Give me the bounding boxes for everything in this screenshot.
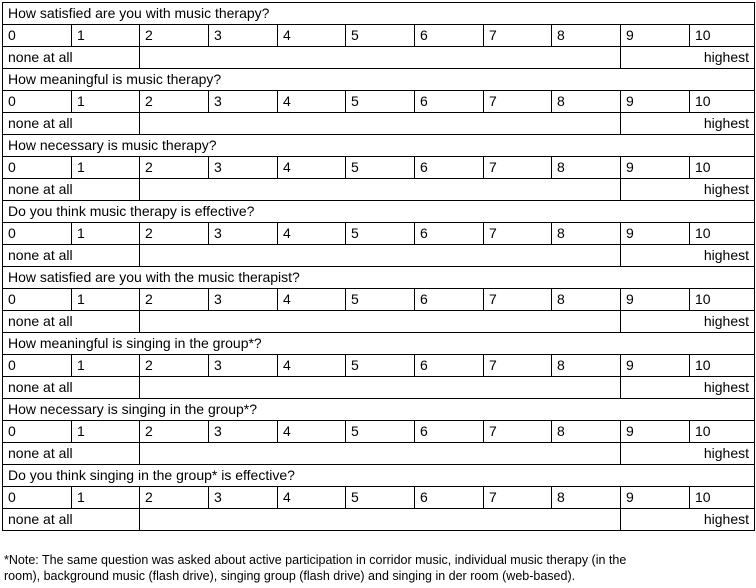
survey-table	[2, 2, 755, 531]
scale-option-8[interactable]: 8	[552, 25, 621, 47]
scale-option-9[interactable]: 9	[621, 421, 690, 443]
anchor-row	[3, 47, 755, 69]
scale-option-8[interactable]: 8	[552, 289, 621, 311]
scale-row	[3, 157, 755, 179]
scale-option-4[interactable]: 4	[278, 91, 346, 113]
low-anchor-label: none at all	[3, 245, 140, 267]
scale-option-6[interactable]: 6	[415, 223, 484, 245]
scale-option-10[interactable]: 10	[690, 91, 755, 113]
question-text: How necessary is singing in the group*?	[3, 399, 755, 421]
scale-option-4[interactable]: 4	[278, 223, 346, 245]
high-anchor-label: highest	[621, 377, 755, 399]
scale-option-7[interactable]: 7	[484, 355, 552, 377]
scale-option-0[interactable]: 0	[3, 223, 72, 245]
scale-option-2[interactable]: 2	[140, 289, 209, 311]
scale-option-2[interactable]: 2	[140, 355, 209, 377]
scale-option-1[interactable]: 1	[72, 355, 140, 377]
question-row	[3, 135, 755, 157]
scale-option-3[interactable]: 3	[209, 223, 278, 245]
anchor-spacer	[140, 377, 621, 399]
low-anchor-label: none at all	[3, 47, 140, 69]
scale-option-5[interactable]: 5	[346, 91, 415, 113]
anchor-row	[3, 179, 755, 201]
scale-option-10[interactable]: 10	[690, 289, 755, 311]
scale-option-4[interactable]: 4	[278, 421, 346, 443]
anchor-row	[3, 311, 755, 333]
scale-option-5[interactable]: 5	[346, 421, 415, 443]
question-text: Do you think music therapy is effective?	[3, 201, 755, 223]
scale-option-10[interactable]: 10	[690, 25, 755, 47]
scale-option-0[interactable]: 0	[3, 91, 72, 113]
scale-option-8[interactable]: 8	[552, 91, 621, 113]
question-text: How meaningful is singing in the group*?	[3, 333, 755, 355]
anchor-row	[3, 443, 755, 465]
scale-row	[3, 223, 755, 245]
scale-option-3[interactable]: 3	[209, 487, 278, 509]
scale-option-5[interactable]: 5	[346, 157, 415, 179]
scale-option-10[interactable]: 10	[690, 421, 755, 443]
scale-option-6[interactable]: 6	[415, 289, 484, 311]
anchor-spacer	[140, 47, 621, 69]
scale-option-9[interactable]: 9	[621, 223, 690, 245]
scale-option-8[interactable]: 8	[552, 355, 621, 377]
low-anchor-label: none at all	[3, 377, 140, 399]
scale-option-10[interactable]: 10	[690, 487, 755, 509]
scale-option-7[interactable]: 7	[484, 223, 552, 245]
low-anchor-label: none at all	[3, 509, 140, 531]
scale-option-0[interactable]: 0	[3, 355, 72, 377]
anchor-spacer	[140, 113, 621, 135]
question-row	[3, 399, 755, 421]
scale-option-1[interactable]: 1	[72, 25, 140, 47]
scale-option-4[interactable]: 4	[278, 157, 346, 179]
scale-option-2[interactable]: 2	[140, 91, 209, 113]
scale-option-0[interactable]: 0	[3, 487, 72, 509]
scale-option-3[interactable]: 3	[209, 25, 278, 47]
scale-option-9[interactable]: 9	[621, 25, 690, 47]
scale-option-10[interactable]: 10	[690, 355, 755, 377]
scale-option-2[interactable]: 2	[140, 25, 209, 47]
question-row	[3, 465, 755, 487]
scale-row	[3, 91, 755, 113]
anchor-row	[3, 113, 755, 135]
question-text: How necessary is music therapy?	[3, 135, 755, 157]
high-anchor-label: highest	[621, 311, 755, 333]
scale-option-7[interactable]: 7	[484, 25, 552, 47]
question-row	[3, 3, 755, 25]
scale-option-7[interactable]: 7	[484, 487, 552, 509]
high-anchor-label: highest	[621, 245, 755, 267]
anchor-spacer	[140, 245, 621, 267]
scale-option-6[interactable]: 6	[415, 25, 484, 47]
scale-row	[3, 355, 755, 377]
scale-option-8[interactable]: 8	[552, 223, 621, 245]
scale-option-9[interactable]: 9	[621, 91, 690, 113]
scale-option-2[interactable]: 2	[140, 487, 209, 509]
question-text: Do you think singing in the group* is effective?	[3, 465, 755, 487]
scale-option-0[interactable]: 0	[3, 25, 72, 47]
scale-option-1[interactable]: 1	[72, 421, 140, 443]
scale-option-4[interactable]: 4	[278, 289, 346, 311]
scale-option-6[interactable]: 6	[415, 487, 484, 509]
anchor-row	[3, 245, 755, 267]
scale-option-1[interactable]: 1	[72, 157, 140, 179]
scale-option-7[interactable]: 7	[484, 421, 552, 443]
low-anchor-label: none at all	[3, 311, 140, 333]
scale-option-9[interactable]: 9	[621, 157, 690, 179]
scale-option-0[interactable]: 0	[3, 421, 72, 443]
scale-option-6[interactable]: 6	[415, 91, 484, 113]
low-anchor-label: none at all	[3, 113, 140, 135]
scale-option-1[interactable]: 1	[72, 91, 140, 113]
scale-option-2[interactable]: 2	[140, 421, 209, 443]
scale-option-4[interactable]: 4	[278, 355, 346, 377]
question-text: How satisfied are you with music therapy?	[3, 3, 755, 25]
scale-option-5[interactable]: 5	[346, 289, 415, 311]
scale-option-8[interactable]: 8	[552, 157, 621, 179]
scale-option-5[interactable]: 5	[346, 487, 415, 509]
high-anchor-label: highest	[621, 113, 755, 135]
question-row	[3, 267, 755, 289]
scale-option-8[interactable]: 8	[552, 421, 621, 443]
anchor-row	[3, 509, 755, 531]
scale-option-2[interactable]: 2	[140, 157, 209, 179]
high-anchor-label: highest	[621, 47, 755, 69]
question-row	[3, 69, 755, 91]
anchor-spacer	[140, 311, 621, 333]
scale-row	[3, 25, 755, 47]
scale-option-3[interactable]: 3	[209, 355, 278, 377]
high-anchor-label: highest	[621, 509, 755, 531]
scale-option-1[interactable]: 1	[72, 223, 140, 245]
scale-option-8[interactable]: 8	[552, 487, 621, 509]
scale-option-7[interactable]: 7	[484, 91, 552, 113]
scale-option-3[interactable]: 3	[209, 289, 278, 311]
scale-option-3[interactable]: 3	[209, 91, 278, 113]
scale-option-10[interactable]: 10	[690, 223, 755, 245]
scale-option-0[interactable]: 0	[3, 157, 72, 179]
question-text: How satisfied are you with the music therapist?	[3, 267, 755, 289]
anchor-spacer	[140, 179, 621, 201]
scale-option-1[interactable]: 1	[72, 487, 140, 509]
scale-option-6[interactable]: 6	[415, 355, 484, 377]
low-anchor-label: none at all	[3, 179, 140, 201]
scale-option-2[interactable]: 2	[140, 223, 209, 245]
scale-option-4[interactable]: 4	[278, 25, 346, 47]
scale-option-5[interactable]: 5	[346, 223, 415, 245]
anchor-spacer	[140, 509, 621, 531]
scale-option-3[interactable]: 3	[209, 157, 278, 179]
scale-option-7[interactable]: 7	[484, 157, 552, 179]
scale-option-3[interactable]: 3	[209, 421, 278, 443]
question-row	[3, 201, 755, 223]
scale-option-0[interactable]: 0	[3, 289, 72, 311]
scale-option-6[interactable]: 6	[415, 421, 484, 443]
question-text: How meaningful is music therapy?	[3, 69, 755, 91]
scale-option-9[interactable]: 9	[621, 355, 690, 377]
scale-row	[3, 487, 755, 509]
scale-option-4[interactable]: 4	[278, 487, 346, 509]
scale-option-5[interactable]: 5	[346, 355, 415, 377]
scale-option-7[interactable]: 7	[484, 289, 552, 311]
high-anchor-label: highest	[621, 443, 755, 465]
anchor-row	[3, 377, 755, 399]
scale-option-6[interactable]: 6	[415, 157, 484, 179]
scale-option-5[interactable]: 5	[346, 25, 415, 47]
low-anchor-label: none at all	[3, 443, 140, 465]
anchor-spacer	[140, 443, 621, 465]
footnote-line: *Note: The same question was asked about active participation in corridor music, individual music therapy (in the	[4, 553, 627, 567]
question-row	[3, 333, 755, 355]
scale-option-9[interactable]: 9	[621, 487, 690, 509]
scale-row	[3, 421, 755, 443]
scale-option-10[interactable]: 10	[690, 157, 755, 179]
scale-row	[3, 289, 755, 311]
high-anchor-label: highest	[621, 179, 755, 201]
scale-option-1[interactable]: 1	[72, 289, 140, 311]
footnote-line: room), background music (flash drive), singing group (flash drive) and singing in der room (web-based).	[4, 569, 576, 583]
footnote	[4, 552, 754, 584]
scale-option-9[interactable]: 9	[621, 289, 690, 311]
